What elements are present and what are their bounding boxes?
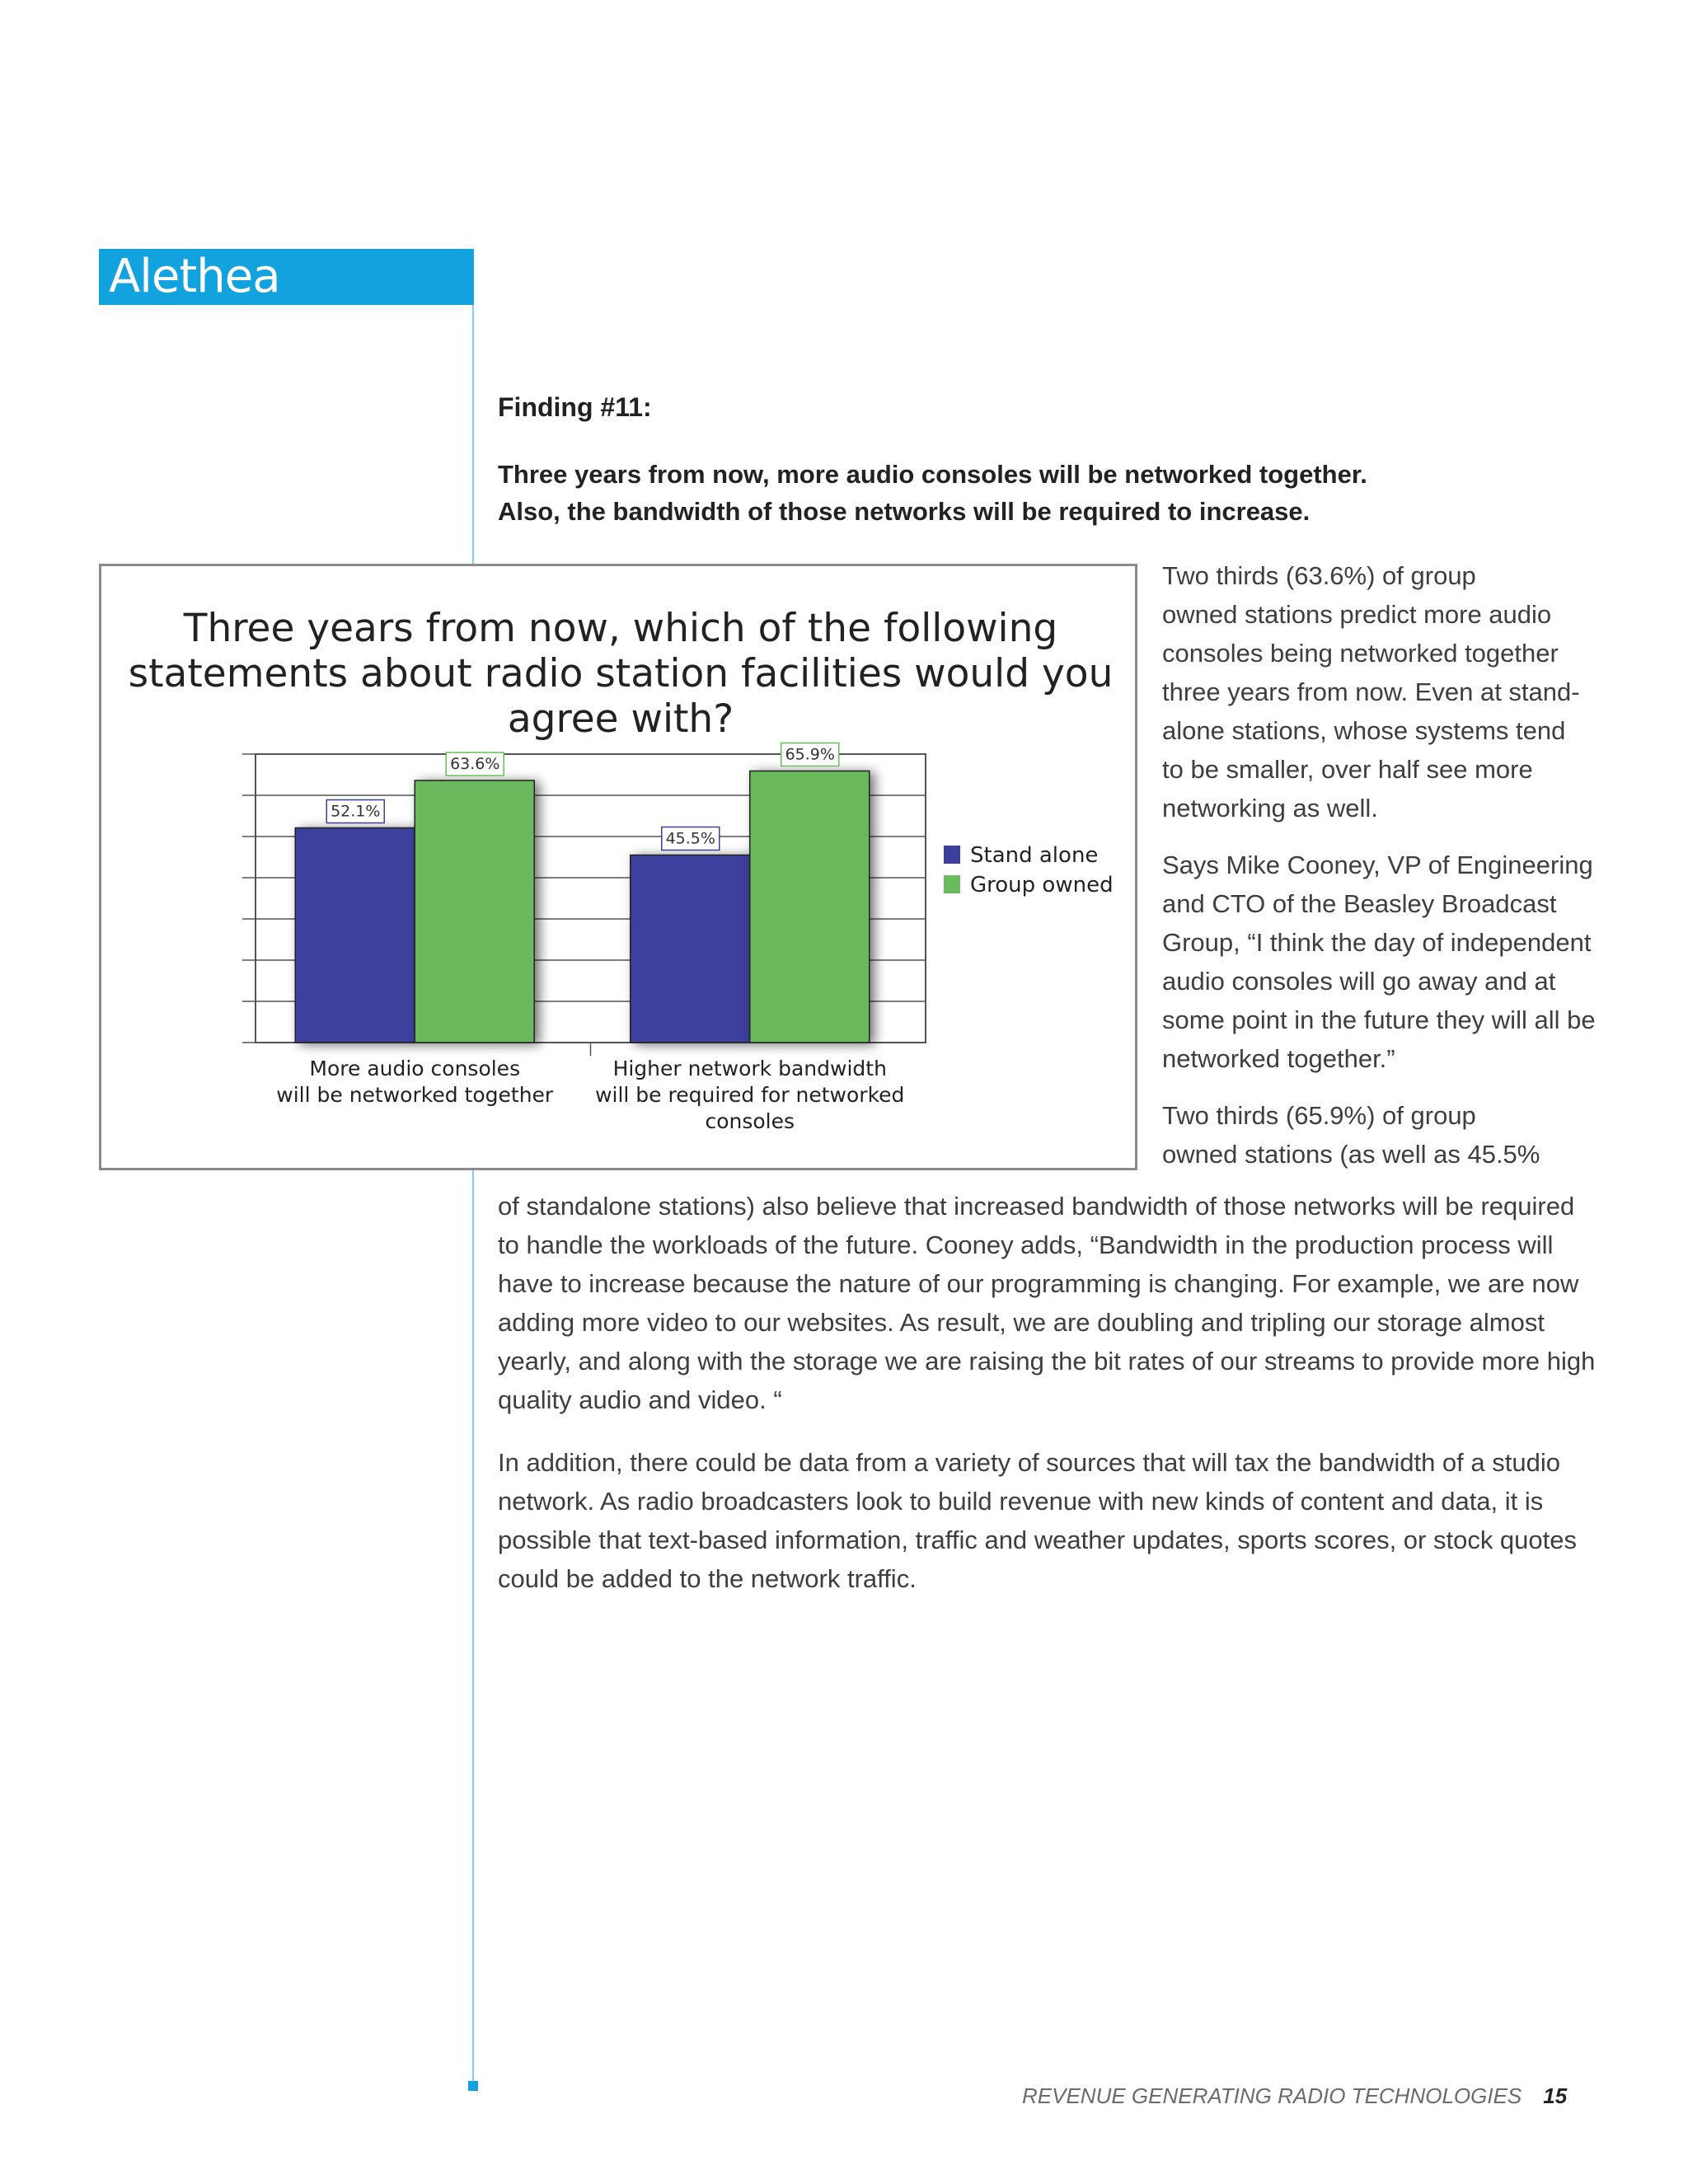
data-label: 52.1% <box>331 802 381 821</box>
text-line: Group, “I think the day of independent <box>1162 928 1592 957</box>
text-line: and CTO of the Beasley Broadcast <box>1162 889 1557 918</box>
bar-chart <box>101 566 1135 1168</box>
body-paragraph-3-continued <box>498 1187 1611 1419</box>
chart-title-line: Three years from now, which of the following <box>183 606 1058 651</box>
legend-swatch <box>944 846 960 864</box>
data-label: 65.9% <box>785 745 835 764</box>
text-line: networking as well. <box>1162 794 1378 823</box>
page-number: 15 <box>1543 2083 1568 2108</box>
bar-stand-alone <box>631 855 750 1043</box>
legend-label: Stand alone <box>970 843 1099 868</box>
text-line: have to increase because the nature of our programming is changing. For example, we are now <box>498 1269 1579 1298</box>
text-line: yearly, and along with the storage we are raising the bit rates of our streams to provide more high <box>498 1347 1596 1376</box>
text-line: to be smaller, over half see more <box>1162 755 1533 784</box>
text-line: networked together.” <box>1162 1044 1395 1073</box>
chart-title-line: statements about radio station facilities would you <box>128 651 1114 696</box>
text-line: could be added to the network traffic. <box>498 1564 917 1593</box>
category-label: More audio consoles <box>309 1057 521 1080</box>
chart-title-line: agree with? <box>507 696 734 742</box>
bar-group-owned <box>415 780 534 1043</box>
bar-group-owned <box>750 771 870 1043</box>
side-column <box>1162 556 1607 1174</box>
brand-banner: Alethea Research <box>99 249 474 305</box>
finding-subtitle <box>498 456 1611 530</box>
page-footer <box>1022 2083 1567 2109</box>
legend-label: Group owned <box>970 873 1114 898</box>
legend-swatch <box>944 875 960 893</box>
category-label: Higher network bandwidth <box>612 1057 887 1080</box>
finding-subtitle-line: Also, the bandwidth of those networks will be required to increase. <box>498 497 1311 526</box>
data-label: 63.6% <box>450 755 500 773</box>
text-line: some point in the future they will all be <box>1162 1005 1596 1034</box>
bar-stand-alone <box>295 828 415 1043</box>
finding-subtitle-line: Three years from now, more audio consoles will be networked together. <box>498 460 1367 489</box>
category-label: consoles <box>705 1109 795 1133</box>
body-paragraph-4 <box>498 1443 1611 1598</box>
margin-rule-end-marker <box>468 2081 478 2091</box>
text-line: consoles being networked together <box>1162 639 1559 668</box>
text-line: possible that text-based information, traffic and weather updates, sports scores, or stock quotes <box>498 1526 1578 1554</box>
finding-label: Finding #11: <box>498 392 652 422</box>
text-line: In addition, there could be data from a variety of sources that will tax the bandwidth of a studio <box>498 1448 1560 1477</box>
text-line: Two thirds (63.6%) of group <box>1162 561 1476 590</box>
side-paragraph-2 <box>1162 846 1607 1078</box>
text-line: audio consoles will go away and at <box>1162 967 1556 996</box>
text-line: Says Mike Cooney, VP of Engineering <box>1162 851 1593 879</box>
text-line: adding more video to our websites. As result, we are doubling and tripling our storage almost <box>498 1308 1545 1337</box>
chart-panel <box>99 564 1137 1170</box>
text-line: of standalone stations) also believe that increased bandwidth of those networks will be required <box>498 1192 1575 1221</box>
data-label: 45.5% <box>665 829 715 848</box>
text-line: network. As radio broadcasters look to build revenue with new kinds of content and data, it is <box>498 1487 1544 1516</box>
text-line: three years from now. Even at stand- <box>1162 677 1580 706</box>
category-label: will be networked together <box>276 1083 554 1107</box>
text-line: owned stations predict more audio <box>1162 600 1552 629</box>
side-paragraph-3 <box>1162 1096 1607 1174</box>
footer-title: REVENUE GENERATING RADIO TECHNOLOGIES <box>1022 2083 1522 2108</box>
text-line: quality audio and video. “ <box>498 1385 782 1414</box>
text-line: owned stations (as well as 45.5% <box>1162 1140 1540 1169</box>
text-line: alone stations, whose systems tend <box>1162 716 1566 745</box>
category-label: will be required for networked <box>595 1083 905 1107</box>
text-line: to handle the workloads of the future. Cooney adds, “Bandwidth in the production process will <box>498 1230 1554 1259</box>
side-paragraph-1 <box>1162 556 1607 827</box>
text-line: Two thirds (65.9%) of group <box>1162 1101 1476 1130</box>
